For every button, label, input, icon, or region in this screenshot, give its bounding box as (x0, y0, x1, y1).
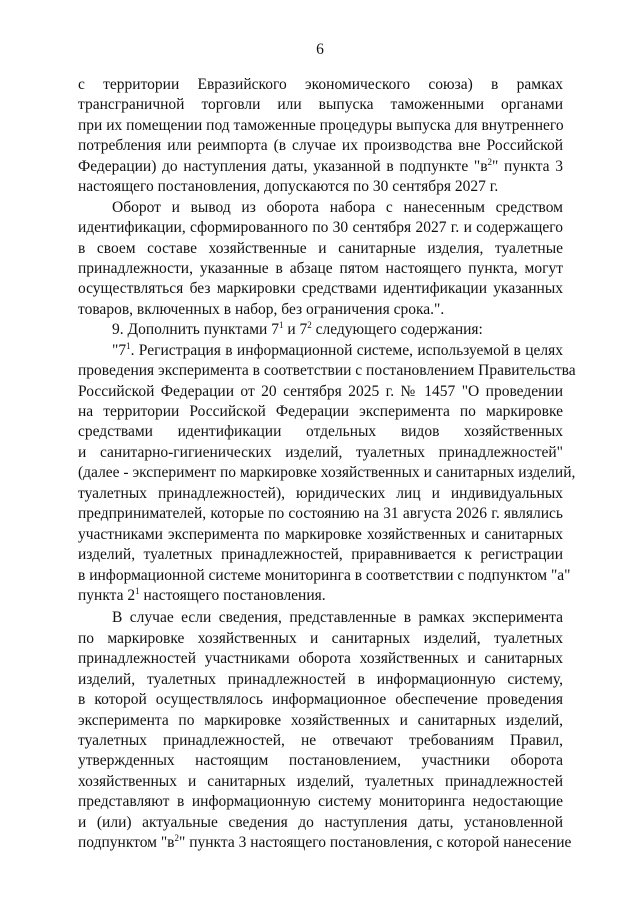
superscript: 2 (174, 833, 180, 844)
text-line: в которой осуществлялось информационное обеспечение проведения (78, 691, 563, 709)
page-number: 6 (316, 41, 324, 58)
text-line: (далее - эксперимент по маркировке хозяйственных и санитарных изделий, (78, 464, 576, 482)
text-line: Оборот и вывод из оборота набора с нанесенным средством (112, 198, 563, 216)
text-line: В случае если сведения, представленные в рамках эксперимента (112, 609, 563, 627)
text-line: в информационной системе мониторинга в соответствии с подпунктом "а" (78, 566, 571, 584)
text-line: участниками эксперимента по маркировке хозяйственных и санитарных (78, 525, 563, 543)
text-line: хозяйственных и санитарных изделий, туалетных принадлежностей (78, 772, 563, 790)
text-line (78, 586, 563, 606)
text-line (78, 157, 563, 177)
text-segment: подпунктом "в (78, 834, 175, 852)
text-line: изделий, туалетных принадлежностей, приравнивается к регистрации (78, 546, 563, 564)
text-line: средствами идентификации отдельных видов хозяйственных (78, 423, 563, 441)
paragraph-item-9 (78, 320, 563, 340)
text-segment: "7 (112, 341, 127, 359)
text-line: принадлежностей участниками оборота хозяйственных и санитарных (78, 650, 563, 668)
superscript: 1 (126, 340, 131, 351)
text-line: потребления или реимпорта (в случае их производства вне Российской (78, 137, 563, 155)
text-line: осуществляться без маркировки средствами идентификации указанных (78, 280, 563, 298)
text-line: по маркировке хозяйственных и санитарных изделий, туалетных (78, 629, 563, 647)
text-line: с территории Евразийского экономического союза) в рамках (78, 76, 563, 93)
paragraph-continuation (78, 75, 563, 198)
text-line: туалетных принадлежностей), юридических лиц и индивидуальных (78, 484, 563, 502)
text-line: при их помещении под таможенные процедуры выпуска для внутреннего (78, 116, 564, 134)
text-line (78, 341, 563, 361)
superscript: 1 (278, 320, 284, 331)
text-line: представляют в информационную систему мониторинга недостающие (78, 793, 563, 811)
text-line (78, 320, 563, 340)
paragraph-information-case (78, 608, 572, 853)
text-line: эксперимента по маркировке хозяйственных и санитарных изделий, (78, 711, 563, 729)
text-line: идентификации, сформированного по 30 сентября 2027 г. и содержащего (78, 219, 563, 237)
text-line: в своем составе хозяйственные и санитарные изделия, туалетные (78, 239, 563, 257)
text-segment: пункта 2 (78, 586, 136, 604)
text-line: товаров, включенных в набор, без ограничения срока.". (78, 300, 445, 318)
text-segment: и 7 (283, 321, 308, 339)
paragraph-item-7-1 (78, 340, 576, 607)
text-line: проведения эксперимента в соответствии с постановлением Правительства (78, 362, 576, 380)
text-line: и (или) актуальные сведения до наступления даты, установленной (78, 813, 563, 831)
text-line: Российской Федерации от 20 сентября 2025 г. № 1457 "О проведении (78, 382, 563, 400)
text-segment: Федерации) до наступления даты, указанной в подпункте "в (78, 157, 488, 175)
text-segment: 9. Дополнить пунктами 7 (112, 321, 279, 339)
document-body (78, 75, 576, 854)
text-line: трансграничной торговли или выпуска таможенными органами (78, 96, 563, 114)
text-segment: . Регистрация в информационной системе, используемой в целях (130, 341, 563, 359)
text-line: на территории Российской Федерации эксперимента по маркировке (78, 403, 563, 420)
text-line: принадлежности, указанные в абзаце пятом настоящего пункта, могут (78, 259, 563, 277)
text-line: туалетных принадлежностей, не отвечают требованиям Правил, (78, 732, 563, 749)
text-segment: " пункта 3 (492, 157, 563, 175)
text-segment: " пункта 3 настоящего постановления, с которой нанесение (179, 834, 572, 852)
text-line: предпринимателей, которые по состоянию на 31 августа 2026 г. являлись (78, 505, 563, 523)
text-segment: настоящего постановления. (139, 586, 326, 604)
text-line: и санитарно-гигиенических изделий, туалетных принадлежностей" (78, 443, 563, 461)
superscript: 1 (135, 585, 140, 596)
text-line: изделий, туалетных принадлежностей в информационную систему, (78, 670, 563, 688)
text-segment: следующего содержания: (311, 321, 483, 339)
text-line: утвержденных настоящим постановлением, участники оборота (78, 752, 563, 770)
text-line (78, 833, 572, 853)
text-line: настоящего постановления, допускаются по 30 сентября 2027 г. (78, 178, 499, 196)
superscript: 2 (487, 156, 493, 167)
superscript: 2 (307, 320, 312, 331)
paragraph-turnover (78, 198, 563, 321)
